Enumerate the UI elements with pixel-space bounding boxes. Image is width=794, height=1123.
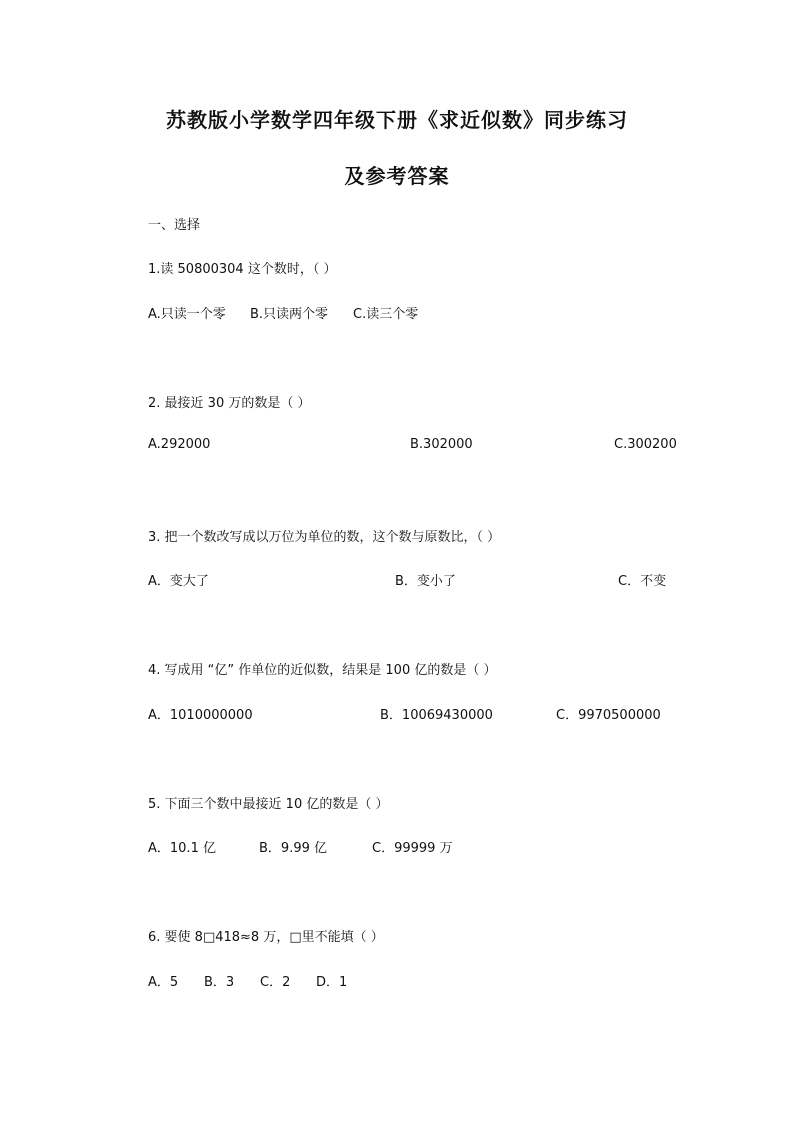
question-2-stem: 2. 最接近 30 万的数是（ ） — [148, 396, 311, 411]
question-3-option-a: A．变大了 — [148, 574, 209, 589]
question-5-option-b: B．9.99 亿 — [259, 841, 327, 856]
question-4-option-a: A．1010000000 — [148, 708, 253, 723]
question-6-option-b: B．3 — [204, 975, 235, 990]
question-6-stem: 6. 要使 8□418≈8 万，□里不能填（ ） — [148, 930, 384, 945]
question-1-option-a: A.只读一个零 — [148, 307, 226, 322]
question-6-option-d: D．1 — [316, 975, 348, 990]
section-heading: 一、选择 — [148, 218, 201, 233]
question-3-option-b: B．变小了 — [395, 574, 456, 589]
question-2-option-a: A.292000 — [148, 437, 211, 452]
question-1-stem: 1.读 50800304 这个数时，（ ） — [148, 262, 337, 277]
question-5-option-a: A．10.1 亿 — [148, 841, 216, 856]
question-2-option-b: B.302000 — [410, 437, 473, 452]
question-3-stem: 3. 把一个数改写成以万位为单位的数，这个数与原数比，（ ） — [148, 530, 501, 545]
question-4-stem: 4. 写成用 “亿” 作单位的近似数，结果是 100 亿的数是（ ） — [148, 663, 497, 678]
question-3-option-c: C．不变 — [618, 574, 667, 589]
question-6-option-c: C．2 — [260, 975, 291, 990]
question-5-stem: 5. 下面三个数中最接近 10 亿的数是（ ） — [148, 797, 389, 812]
question-5-option-c: C．99999 万 — [372, 841, 453, 856]
question-6-option-a: A．5 — [148, 975, 179, 990]
document-title: 苏教版小学数学四年级下册《求近似数》同步练习 — [166, 108, 628, 132]
question-4-option-c: C．9970500000 — [556, 708, 661, 723]
question-1-option-b: B.只读两个零 — [250, 307, 329, 322]
question-2-option-c: C.300200 — [614, 437, 677, 452]
document-subtitle: 及参考答案 — [344, 164, 450, 188]
question-4-option-b: B．10069430000 — [380, 708, 493, 723]
question-1-option-c: C.读三个零 — [353, 307, 419, 322]
